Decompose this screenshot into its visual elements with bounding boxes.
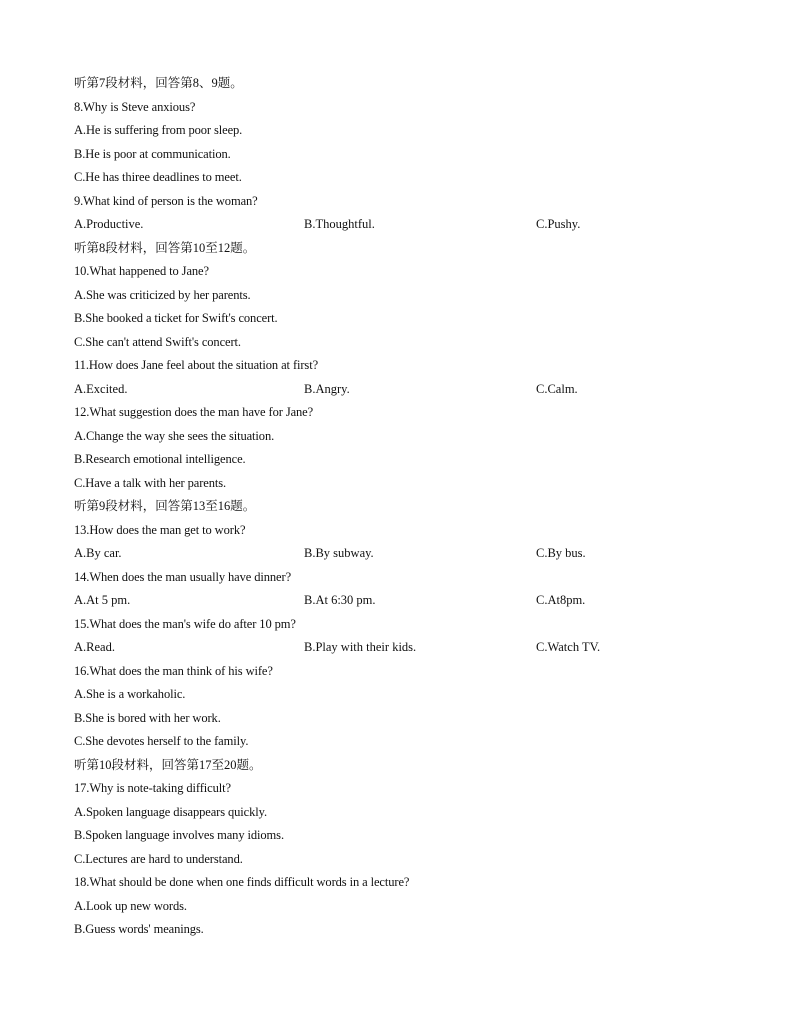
option-a: A.Read. <box>74 640 115 654</box>
section-heading: 听第10段材料，回答第17至20题。 <box>74 757 262 772</box>
option-b: B.Research emotional intelligence. <box>74 452 246 466</box>
option-c: C.Have a talk with her parents. <box>74 475 227 490</box>
option-c: C.Pushy. <box>536 217 581 231</box>
question-stem: 15.What does the man's wife do after 10 pm? <box>74 616 296 631</box>
option-a: A.Excited. <box>74 381 128 396</box>
option-b: B.Guess words' meanings. <box>74 922 204 936</box>
options-row <box>74 213 734 237</box>
options-row <box>74 589 734 613</box>
question-stem: 16.What does the man think of his wife? <box>74 663 273 678</box>
option-b: B.She is bored with her work. <box>74 710 221 725</box>
options-row <box>74 542 734 566</box>
option-c: C.By bus. <box>536 546 586 560</box>
question-stem: 9.What kind of person is the woman? <box>74 193 258 208</box>
option-a: A.Look up new words. <box>74 898 187 913</box>
option-a: A.Change the way she sees the situation. <box>74 428 275 443</box>
exam-page <box>74 72 734 942</box>
question-stem: 10.What happened to Jane? <box>74 264 209 278</box>
options-row <box>74 378 734 402</box>
option-b: B.Angry. <box>304 381 350 396</box>
option-b: B.She booked a ticket for Swift's concert. <box>74 311 278 325</box>
question-stem: 17.Why is note-taking difficult? <box>74 781 231 795</box>
option-c: C.She can't attend Swift's concert. <box>74 334 241 349</box>
option-a: A.She was criticized by her parents. <box>74 287 251 302</box>
section-heading: 听第9段材料，回答第13至16题。 <box>74 499 256 513</box>
option-c: C.Calm. <box>536 381 578 396</box>
option-b: B.He is poor at communication. <box>74 146 231 161</box>
option-a: A.She is a workaholic. <box>74 687 186 701</box>
option-c: C.Lectures are hard to understand. <box>74 851 243 866</box>
option-a: A.Spoken language disappears quickly. <box>74 804 268 819</box>
option-a: A.Productive. <box>74 217 144 231</box>
question-stem: 18.What should be done when one finds difficult words in a lecture? <box>74 875 410 889</box>
question-stem: 13.How does the man get to work? <box>74 522 246 537</box>
option-a: A.At 5 pm. <box>74 593 131 607</box>
option-b: B.At 6:30 pm. <box>304 593 376 607</box>
question-stem: 12.What suggestion does the man have for Jane? <box>74 405 314 419</box>
option-b: B.Spoken language involves many idioms. <box>74 828 284 842</box>
question-stem: 14.When does the man usually have dinner? <box>74 569 292 584</box>
option-a: A.He is suffering from poor sleep. <box>74 123 243 137</box>
question-stem: 8.Why is Steve anxious? <box>74 99 196 114</box>
option-b: B.Play with their kids. <box>304 640 417 654</box>
options-row <box>74 636 734 660</box>
question-stem: 11.How does Jane feel about the situation at first? <box>74 358 319 372</box>
option-c: C.He has thiree deadlines to meet. <box>74 170 242 184</box>
option-b: B.By subway. <box>304 546 374 560</box>
section-heading: 听第8段材料，回答第10至12题。 <box>74 240 256 255</box>
option-a: A.By car. <box>74 546 122 560</box>
option-b: B.Thoughtful. <box>304 217 375 231</box>
option-c: C.She devotes herself to the family. <box>74 734 249 748</box>
option-c: C.Watch TV. <box>536 640 601 654</box>
section-heading: 听第7段材料，回答第8、9题。 <box>74 76 243 90</box>
option-c: C.At8pm. <box>536 593 586 607</box>
